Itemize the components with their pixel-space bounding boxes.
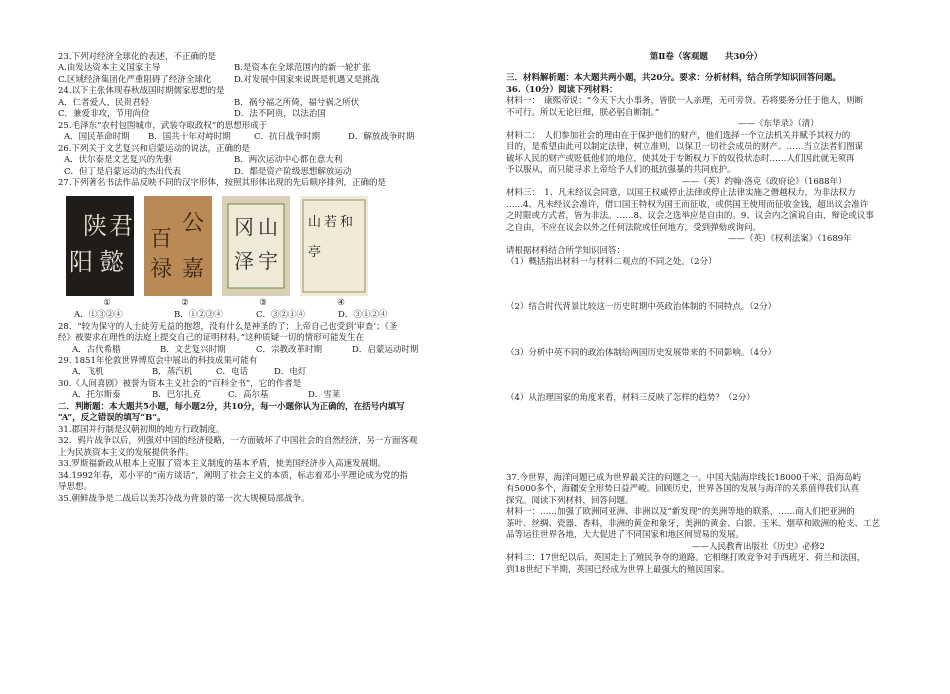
q23-option-a: A.由发达资本主义国家主导 xyxy=(58,63,161,74)
q28-option-a: A．古代希腊 xyxy=(72,344,121,355)
q26-stem: 26.下列关于文艺复兴和启蒙运动的说法，正确的是 xyxy=(58,143,251,154)
q25-option-d: D．解放战争时期 xyxy=(348,132,415,143)
q28-line2: 经》被要求在理性的法庭上提交自己的证明材料。”这种质疑一切的情形可能发生在 xyxy=(58,333,365,344)
material-section-header: 三．材料解析题：本大题共两小题，共20分。要求：分析材料，结合所学知识回答问题。 xyxy=(506,73,841,84)
q25-option-c: C．抗日战争时期 xyxy=(254,132,321,143)
calligraphy-image-4 xyxy=(300,196,368,296)
q33: 33.罗斯福新政从根本上克服了资本主义制度的基本矛盾，使美国经济步入高速发展期。 xyxy=(58,459,387,470)
q27-captions xyxy=(68,298,464,309)
q28-option-c: C．宗教改革时期 xyxy=(256,344,323,355)
q36-material2-line4: 予以服从，而只能寻求上帝给予人们的抵抗强暴的共同庇护。 xyxy=(506,165,736,176)
q37-material2-line1: 材料二：17世纪以后，英国走上了殖民争夺的道路。它相继打败竞争对手西班牙、荷兰和法国， xyxy=(506,553,866,564)
q29-option-a: A．飞机 xyxy=(72,367,104,378)
calligraphy-images xyxy=(66,196,464,296)
q32-line1: 32．鸦片战争以后，列强对中国的经济侵略，一方面破坏了中国社会的自然经济，另一方面客观 xyxy=(58,436,418,447)
q36-material3-line3: 之时限或方式者，皆为非法。……8、议会之选举应是自由的。9、议会内之演说自由，辩论或议事 xyxy=(506,211,874,222)
q37-line1: 37.今世界，海洋问题已成为世界最关注的问题之一。中国大陆海岸线长18000千米，沿海岛屿 xyxy=(506,472,862,483)
q24-options-row2 xyxy=(58,109,464,120)
q36-material2-line1: 材料二： 人们参加社会的理由在于保护他们的财产，他们选择一个立法机关并赋予其权力的 xyxy=(506,130,851,141)
calligraphy-glyph-3c: 泽 xyxy=(234,248,254,273)
calligraphy-glyph-1d: 懿 xyxy=(100,247,124,276)
q25-option-b: B．国共十年对峙时期 xyxy=(148,132,231,143)
calligraphy-glyph-4a: 山 xyxy=(308,214,322,230)
q36-material1-line2: 不可行。所以无论巨细，朕必躬自断制。” xyxy=(506,107,660,118)
calligraphy-glyph-2a: 公 xyxy=(182,210,205,236)
q36-material3-line2: ……4、凡未经议会准许，借口国王特权为国王而征收，或供国王使用而征收金钱，超出议会准许 xyxy=(506,199,869,210)
q30-stem: 30.《人间喜剧》被誉为资本主义社会的“百科全书”，它的作者是 xyxy=(58,378,302,389)
q28-option-b: B．文艺复兴时期 xyxy=(160,344,226,355)
calligraphy-glyph-4c: 和 xyxy=(340,214,354,230)
q23-stem: 23.下列对经济全球化的表述，不正确的是 xyxy=(58,52,217,62)
q25-stem: 25.毛泽东“农村包围城市，武装夺取政权”的思想形成于 xyxy=(58,120,268,131)
q28-line1: 28．“较为保守的人士徒劳无益的抱怨，没有什么是神圣的了；上帝自己也受到‘审查’；《圣 xyxy=(58,321,398,332)
q23-options-row2 xyxy=(58,75,464,86)
q26-option-a: A．伏尔泰是文艺复兴的先驱 xyxy=(64,155,173,166)
q36-material2-source: ——（英）约翰·洛克《政府论》（1688年） xyxy=(682,176,847,187)
q27-option-a: A．①③②④ xyxy=(74,310,123,321)
q37-line3: 探究。阅读下列材料，回答问题。 xyxy=(506,495,634,506)
q36-material3-source: ——（英）《权利法案》（1689年 xyxy=(728,234,852,245)
q29-options xyxy=(58,367,464,378)
q36-instruction: 请根据材料结合所学知识回答： xyxy=(506,245,626,256)
calligraphy-glyph-3d: 宇 xyxy=(258,248,278,273)
calligraphy-glyph-3b: 山 xyxy=(258,214,278,239)
section-ii-title: 第Ⅱ卷（客观题 共30分） xyxy=(649,52,763,62)
answer-space-4 xyxy=(506,405,906,473)
q27-caption-1: ① xyxy=(103,297,111,308)
q24-stem: 24.以下主张体现春秋战国时期儒家思想的是 xyxy=(58,86,225,97)
q37-material1-line1: 材料一：……加强了欧洲同亚洲、非洲以及“新发现”的美洲等地的联系，……商人们把亚洲的 xyxy=(506,507,855,518)
q35: 35.朝鲜战争是二战后以美苏冷战为背景的第一次大规模局部战争。 xyxy=(58,493,310,504)
calligraphy-glyph-3a: 冈 xyxy=(234,214,254,239)
q24-option-a: A．仁者爱人，民贵君轻 xyxy=(58,97,150,108)
q31: 31.郡国并行制是汉朝初期的地方行政制度。 xyxy=(58,424,225,435)
judge-section-header-line1: 二．判断题：本大题共5小题，每小题2分，共10分，每一小题你认为正确的，在括号内填写 xyxy=(58,401,405,412)
q27-caption-4: ④ xyxy=(337,297,345,308)
q25-options xyxy=(58,132,464,143)
q29-option-c: C．电话 xyxy=(216,367,249,378)
q34-line1: 34.1992年春，邓小平的“南方谈话”，阐明了社会主义的本质，标志着邓小平理论成为党的指 xyxy=(58,470,408,481)
q36-subquestion-2: （2）结合时代背景比较这一历史时期中英政治体制的不同特点。（2分） xyxy=(506,302,777,313)
calligraphy-image-1 xyxy=(66,196,134,296)
q28-option-d: D．启蒙运动时期 xyxy=(352,344,419,355)
q27-caption-3: ③ xyxy=(259,297,267,308)
q37-material2-line2: 到18世纪下半期，英国已经成为世界上最强大的殖民国家。 xyxy=(506,564,730,575)
answer-space-2 xyxy=(506,314,906,348)
q36-subquestion-3: （3）分析中英不同的政治体制给两国历史发展带来的不同影响。（4分） xyxy=(506,347,777,358)
q23-option-d: D.对发展中国家来说既是机遇又是挑战 xyxy=(234,74,380,85)
q26-option-b: B．两次运动中心都在意大利 xyxy=(234,155,343,166)
answer-space-3 xyxy=(506,359,906,393)
q30-option-b: B．巴尔扎克 xyxy=(152,390,201,401)
q36-subquestion-1: （1）概括指出材料一与材料二观点的不同之处。（2分） xyxy=(506,256,717,267)
calligraphy-glyph-1a: 陕 xyxy=(83,211,107,240)
q27-options xyxy=(58,310,464,321)
q34-line2: 导思想。 xyxy=(58,482,93,493)
q26-option-d: D．都是资产阶级思想解放运动 xyxy=(234,166,352,177)
answer-space-1 xyxy=(506,268,906,302)
q24-options-row1 xyxy=(58,98,464,109)
calligraphy-image-3 xyxy=(222,196,290,296)
q36-subquestion-4: （4）从治理国家的角度来看，材料三反映了怎样的趋势？（2分） xyxy=(506,393,755,404)
q30-option-a: A．托尔斯泰 xyxy=(72,390,121,401)
q30-option-d: D．雪莱 xyxy=(308,390,341,401)
calligraphy-glyph-1c: 阳 xyxy=(69,247,93,276)
calligraphy-glyph-2d: 嘉 xyxy=(182,256,205,282)
q24-option-c: C．兼爱非攻，节用尚俭 xyxy=(58,109,150,120)
q27-stem: 27.下列著名书法作品反映不同的汉字形体，按照其形体出现的先后顺序排列，正确的是 xyxy=(58,178,387,189)
q37-material1-source: ——人民教育出版社《历史》必修2 xyxy=(692,541,825,552)
q23-option-c: C.区域经济集团化严重阻碍了经济全球化 xyxy=(58,74,212,85)
calligraphy-glyph-2c: 禄 xyxy=(150,256,173,282)
q37-material1-line3: 品等运往世界各地，大大促进了不同国家和地区间贸易的发展。 xyxy=(506,530,745,541)
q29-option-d: D．电灯 xyxy=(274,367,307,378)
q26-options-row2 xyxy=(58,167,464,178)
q30-option-c: C．高尔基 xyxy=(228,390,269,401)
left-column xyxy=(58,52,464,505)
q28-options xyxy=(58,345,464,356)
q27-caption-2: ② xyxy=(181,297,189,308)
q36-material2-line3: 破坏人民的财产或贬低他们的地位，使其处于专断权力下的奴役状态时……人们因此就无须再 xyxy=(506,153,855,164)
calligraphy-glyph-1b: 君 xyxy=(109,211,133,240)
q24-option-d: D．法不阿贵，以法治国 xyxy=(234,109,326,120)
q29-option-b: B．蒸汽机 xyxy=(152,367,193,378)
q23-option-b: B.是资本在全球范围内的新一轮扩张 xyxy=(234,63,371,74)
calligraphy-image-2 xyxy=(144,196,212,296)
q26-options-row1 xyxy=(58,155,464,166)
q37-material1-line2: 茶叶、丝绸、瓷器、香料，非洲的黄金和象牙，美洲的黄金、白银、玉米、烟草和欧洲的枪支、工艺 xyxy=(506,518,881,529)
judge-section-header-line2: “A”，反之错误的填写“B”。 xyxy=(58,413,166,424)
right-column xyxy=(506,52,906,576)
q36-material1-line1: 材料一： 康熙帝说：“今天下大小事务，皆朕一人亲理，无可旁贷。若将要务分任于他人，则断 xyxy=(506,96,864,107)
q36-title: 36.（10分）阅读下列材料： xyxy=(506,84,618,95)
q27-option-d: D．③①②④ xyxy=(338,310,388,321)
q30-options xyxy=(58,390,464,401)
q23-options-row1 xyxy=(58,63,464,74)
q25-option-a: A．国民革命时期 xyxy=(64,132,130,143)
q29-stem: 29. 1851年伦敦世界博览会中展出的科技成果可能有 xyxy=(58,355,258,366)
q36-material2-line2: 目的，是希望由此可以制定法律，树立准则，以保卫一切社会成员的财产。……当立法者们图谋 xyxy=(506,142,864,153)
q36-material3-line1: 材料三： 1、凡未经议会同意，以国王权威停止法律或停止法律实施之僭越权力，为非法权力 xyxy=(506,188,856,199)
q32-line2: 上为民族资本主义的发展提供条件。 xyxy=(58,447,195,458)
q37-line2: 有5000多个，海疆安全形势日益严峻。回顾历史，世界各国的发展与海洋的关系值得我们认真 xyxy=(506,484,860,495)
calligraphy-glyph-2b: 百 xyxy=(150,226,173,252)
q24-option-b: B．祸兮福之所倚，福兮祸之所伏 xyxy=(234,97,360,108)
q36-material1-source: ——《东华录》（清） xyxy=(738,119,819,130)
q26-option-c: C．但丁是启蒙运动的杰出代表 xyxy=(64,166,182,177)
calligraphy-glyph-4b: 若 xyxy=(324,214,338,230)
calligraphy-glyph-4d: 亭 xyxy=(308,244,322,260)
q36-material3-line4: 之自由，不应在议会以外之任何法院或任何地方，受到弹劾或询问。 xyxy=(506,222,762,233)
q27-option-c: C．③②①④ xyxy=(256,310,306,321)
q27-option-b: B．①②③④ xyxy=(174,310,223,321)
